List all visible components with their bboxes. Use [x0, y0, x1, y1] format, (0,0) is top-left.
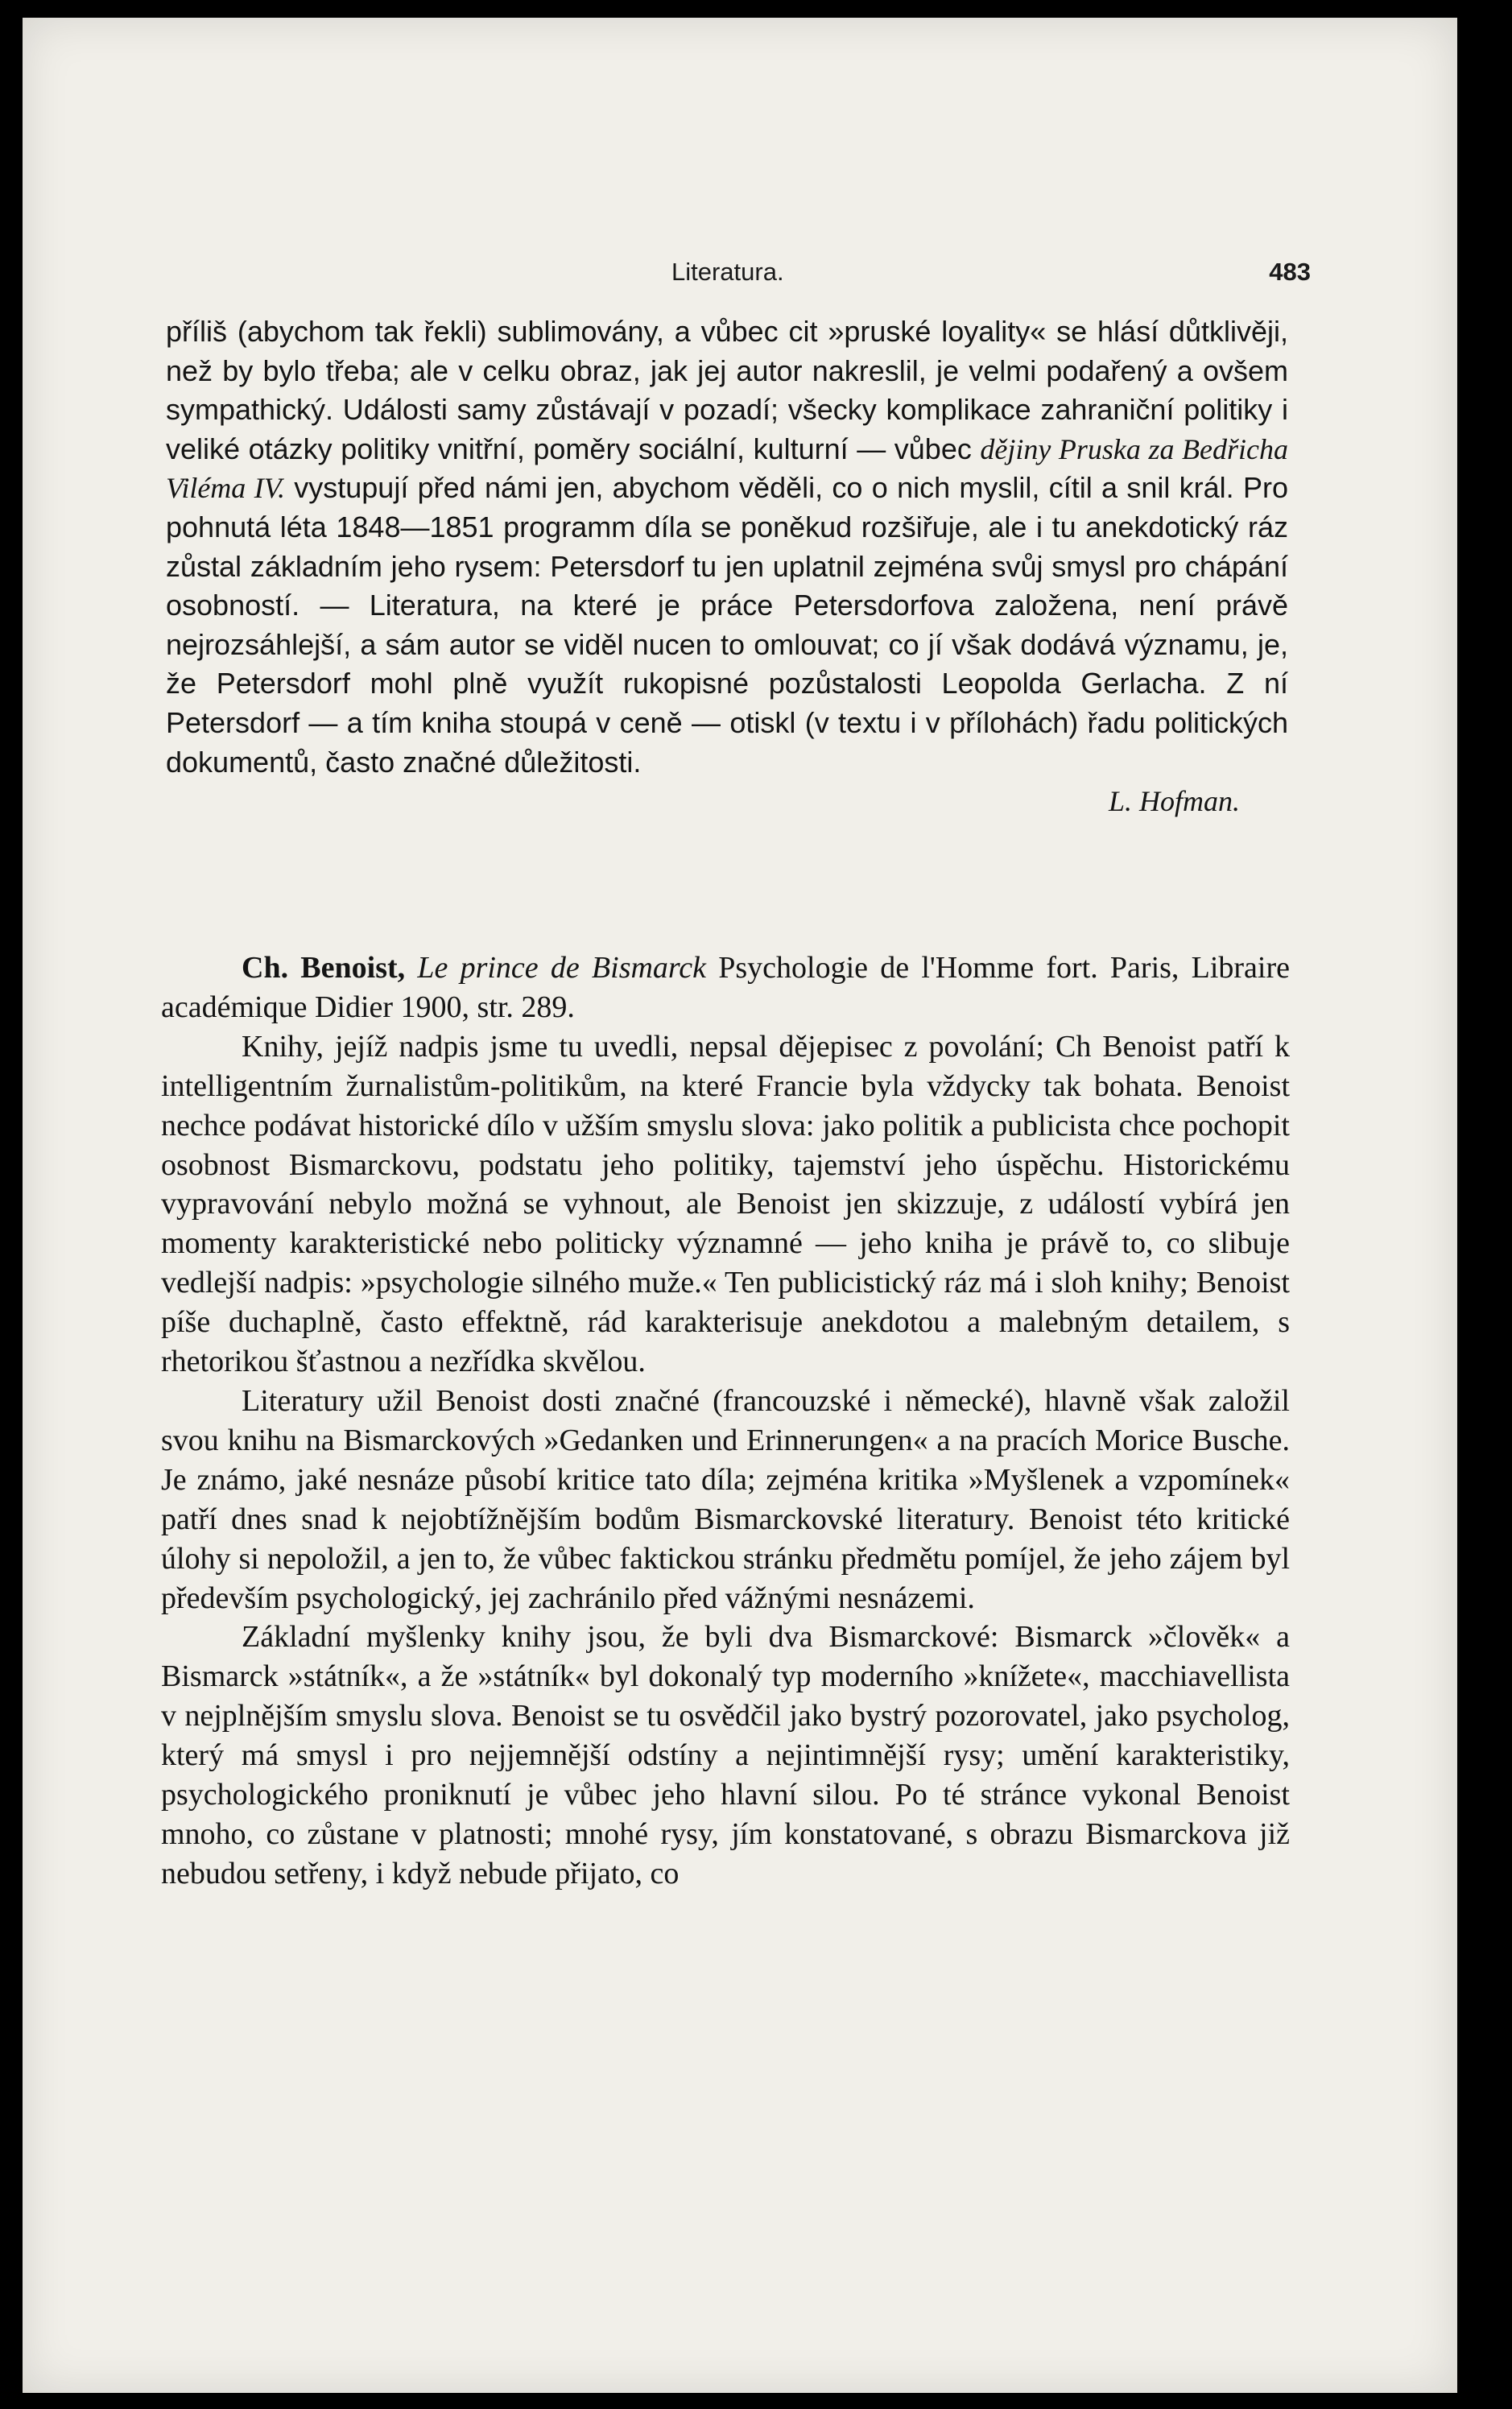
- book-publication-details: Psychologie de l'Homme fort. Paris, Libraire académique Didier 1900, str. 289.: [161, 951, 1291, 1024]
- bibliographic-entry: [161, 948, 1290, 1027]
- running-title: Literatura.: [671, 258, 784, 286]
- page-header: [188, 258, 1311, 298]
- book-title: Le prince de Bismarck: [417, 951, 707, 985]
- reviewer-signature: [166, 782, 1288, 821]
- page-number: 483: [1269, 258, 1311, 286]
- paragraph-2: Literatury užil Benoist dosti značné (francouzské i německé), hlavně však založil svou knihu na Bismarckových »Gedanken und Erinnerungen« a na pracích Morice Busche. Je známo, jaké nesnáze působí kritice tato díla; zejména kritika »Myšlenek a vzpomínek« patří dnes snad k nejobtížnějším bodům Bismarckovské literatury. Benoist této kritické úlohy si nepoložil, a jen to, že vůbec faktickou stránku předmětu pomíjel, že jeho zájem byl především psychologický, jej zachránilo před vážnými nesnázemi.: [161, 1383, 1290, 1615]
- review1-text-part1: příliš (abychom tak řekli) sublimovány, a vůbec cit »pruské loyality« se hlásí důtklivěji, než by bylo třeba; ale v celku obraz, jak jej autor nakreslil, je velmi podařený a ovšem sympathický. Události samy zůstávají v pozadí; všecky komplikace zahraniční politiky i veliké otázky politiky vnitřní, poměry sociální, kulturní — vůbec: [166, 315, 1288, 465]
- paragraph-3: Základní myšlenky knihy jsou, že byli dva Bismarckové: Bismarck »člověk« a Bismarck »státník«, a že »státník« byl dokonalý typ moderního »knížete«, macchiavellista v nejplnějším smyslu slova. Benoist se tu osvědčil jako bystrý pozorovatel, jako psycholog, který má smysl i pro nejjemnější odstíny a nejintimnější rysy; umění karakteristiky, psychologického proniknutí je vůbec jeho hlavní silou. Po té stránce vykonal Benoist mnoho, co zůstane v platnosti; mnohé rysy, jím konstatované, s obrazu Bismarckova již nebudou setřeny, i když nebude přijato, co: [161, 1620, 1290, 1890]
- review1-text-part2: vystupují před námi jen, abychom věděli, co o nich myslil, cítil a snil král. Pro pohnutá léta 1848—1851 programm díla se poněkud rozšiřuje, ale i tu anekdotický ráz zůstal základním jeho rysem: Petersdorf tu jen uplatnil zejména svůj smysl pro chápání osobností. — Literatura, na které je práce Petersdorfova založena, není právě nejrozsáhlejší, a sám autor se viděl nucen to omlouvat; co jí však dodává významu, je, že Petersdorf mohl plně využít rukopisné pozůstalosti Leopolda Gerlacha. Z ní Petersdorf — a tím kniha stoupá v ceně — otiskl (v textu i v přílohách) řadu politických dokumentů, často značné důležitosti.: [166, 471, 1289, 779]
- paragraph-1: Knihy, jejíž nadpis jsme tu uvedli, nepsal dějepisec z povolání; Ch Benoist patří k intelligentním žurnalistům-politikům, na které Francie byla vždycky tak bohata. Benoist nechce podávat historické dílo v užším smyslu slova: jako politik a publicista chce pochopit osobnost Bismarckovu, podstatu jeho politiky, tajemství jeho úspěchu. Historickému vypravování nebylo možná se vyhnout, ale Benoist jen skizzuje, z událostí vybírá jen momenty karakteristické nebo politicky významné — jeho kniha je právě to, co slibuje vedlejší nadpis: »psychologie silného muže.« Ten publicistický ráz má i sloh knihy; Benoist píše duchaplně, často effektně, rád karakterisuje anekdotou a malebným detailem, s rhetorikou šťastnou a nezřídka skvělou.: [161, 1029, 1290, 1379]
- review1-italic-title: dějiny Pruska za Bedřicha Viléma IV.: [166, 432, 1288, 505]
- signature-text: L. Hofman.: [1108, 785, 1240, 818]
- review-petersdorf-ending: [166, 312, 1288, 821]
- review-benoist: [161, 948, 1290, 1894]
- book-author: Ch. Benoist,: [242, 951, 406, 985]
